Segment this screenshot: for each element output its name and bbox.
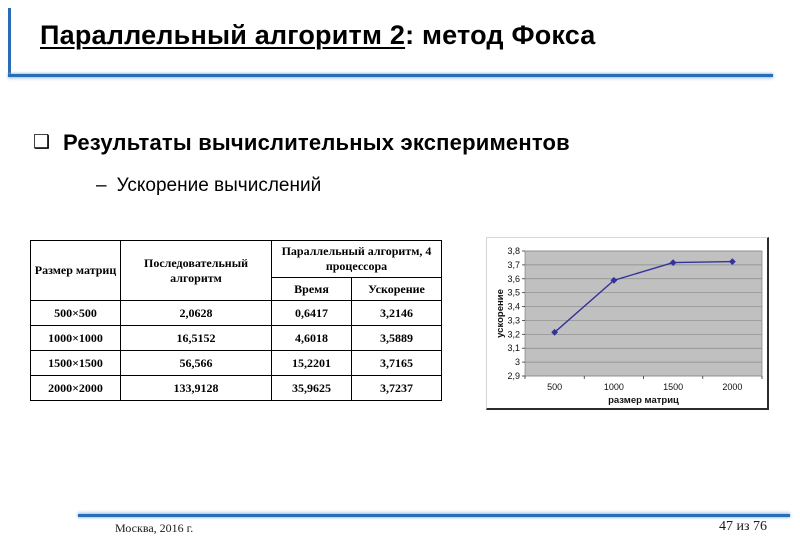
table-row	[31, 326, 442, 351]
cell-speedup: 3,7237	[352, 376, 442, 401]
sub-bullet-label: Ускорение вычислений	[116, 175, 322, 196]
plot-area	[525, 251, 762, 376]
cell-time: 15,2201	[272, 351, 352, 376]
table-row	[31, 301, 442, 326]
cell-size: 2000×2000	[31, 376, 121, 401]
bullet-item	[33, 130, 570, 156]
cell-speedup: 3,2146	[352, 301, 442, 326]
y-tick-label: 3	[514, 357, 520, 368]
page-title	[40, 20, 596, 51]
y-tick-label: 3,4	[507, 301, 520, 312]
y-tick-label: 3,3	[507, 315, 520, 326]
cell-sequential: 2,0628	[121, 301, 272, 326]
x-tick-label: 1000	[603, 382, 624, 392]
cell-size: 500×500	[31, 301, 121, 326]
square-bullet-icon: ❑	[33, 132, 51, 153]
footer-location: Москва, 2016 г.	[115, 521, 194, 535]
y-tick-label: 3,5	[507, 287, 520, 298]
y-tick-label: 3,6	[507, 273, 520, 284]
y-tick-label: 2,9	[507, 371, 520, 381]
y-axis-title: ускорение	[495, 289, 506, 338]
y-tick-label: 3,2	[507, 329, 520, 340]
speedup-chart-svg	[487, 238, 767, 408]
cell-time: 0,6417	[272, 301, 352, 326]
page-title-rest: : метод Фокса	[405, 20, 596, 50]
x-tick-label: 500	[547, 382, 563, 392]
page-title-underlined: Параллельный алгоритм 2	[40, 20, 406, 50]
bullet-label: Результаты вычислительных экспериментов	[63, 130, 570, 155]
accent-bottom-rule	[78, 514, 790, 517]
cell-size: 1500×1500	[31, 351, 121, 376]
table-row	[31, 376, 442, 401]
y-tick-label: 3,8	[507, 246, 520, 256]
y-tick-label: 3,1	[507, 343, 520, 354]
speedup-chart	[486, 237, 769, 410]
dash-bullet-icon: –	[96, 175, 107, 196]
x-tick-label: 1500	[663, 382, 684, 392]
accent-vertical-bar	[8, 8, 11, 76]
table-row	[31, 351, 442, 376]
x-tick-label: 2000	[722, 382, 743, 392]
cell-time: 4,6018	[272, 326, 352, 351]
accent-top-rule	[8, 74, 773, 77]
cell-sequential: 56,566	[121, 351, 272, 376]
x-axis-title: размер матриц	[608, 395, 679, 406]
cell-sequential: 133,9128	[121, 376, 272, 401]
cell-time: 35,9625	[272, 376, 352, 401]
cell-size: 1000×1000	[31, 326, 121, 351]
cell-sequential: 16,5152	[121, 326, 272, 351]
table-header-row	[31, 241, 442, 278]
cell-speedup: 3,7165	[352, 351, 442, 376]
header-time: Время	[272, 278, 352, 301]
sub-bullet-item	[96, 175, 321, 197]
header-size: Размер матриц	[31, 241, 121, 301]
cell-speedup: 3,5889	[352, 326, 442, 351]
header-speedup: Ускорение	[352, 278, 442, 301]
y-tick-label: 3,7	[507, 259, 520, 270]
page-number: 47 из 76	[718, 519, 767, 534]
header-parallel-group: Параллельный алгоритм, 4 процессора	[272, 241, 442, 278]
header-sequential: Последовательный алгоритм	[121, 241, 272, 301]
results-table	[30, 240, 442, 401]
